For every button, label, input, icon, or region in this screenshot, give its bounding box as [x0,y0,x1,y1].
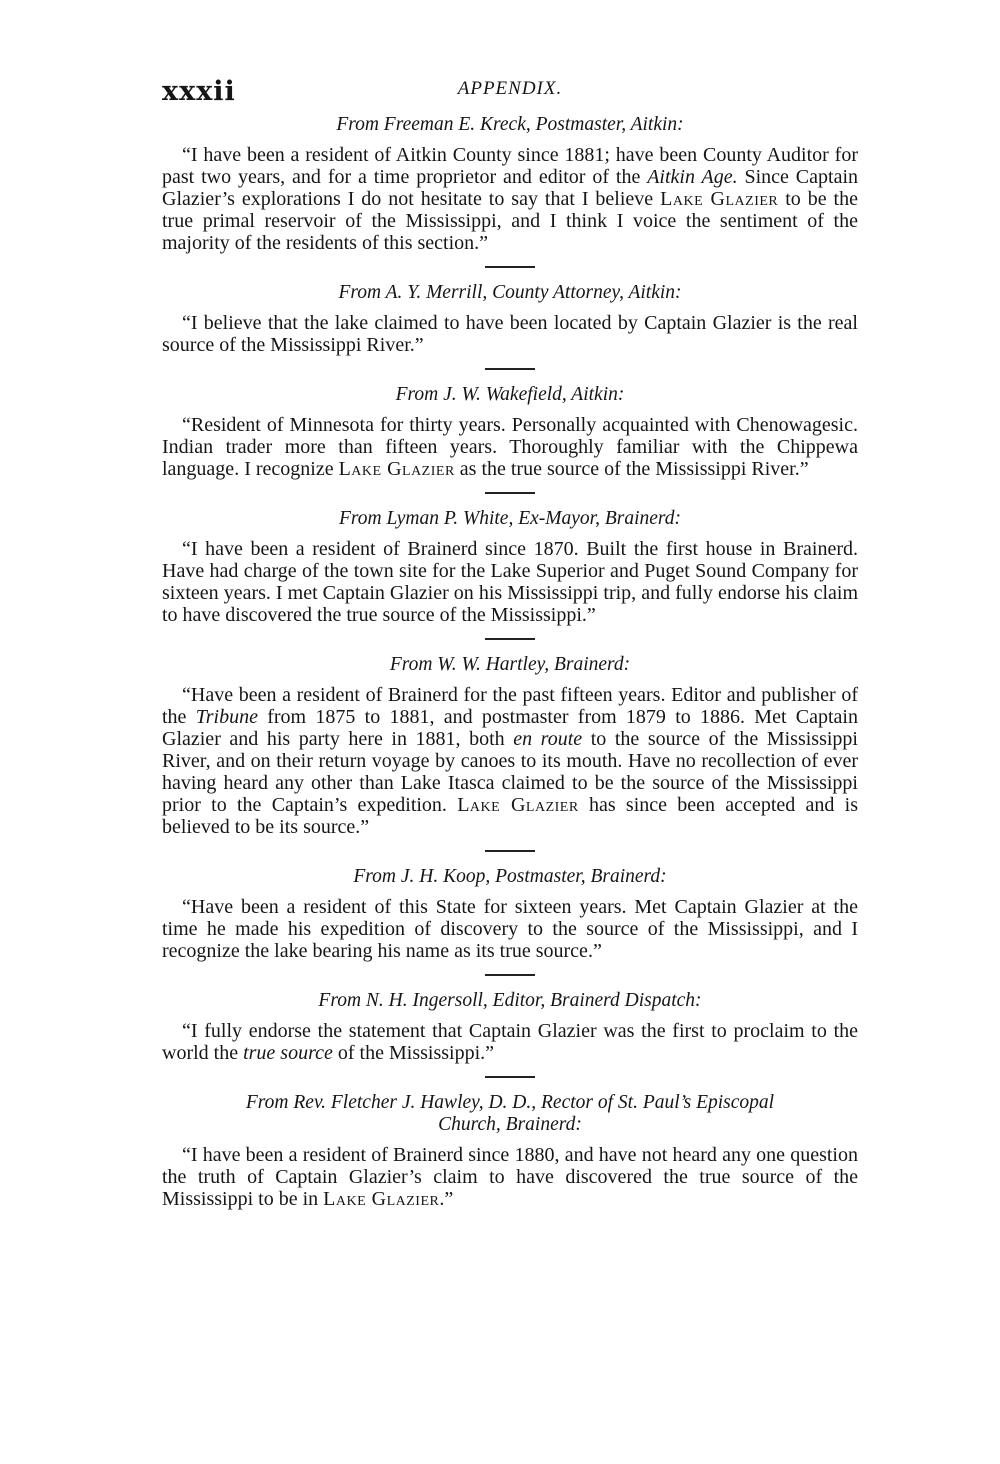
testimonial-entry [162,282,858,356]
testimonial-quote: “I have been a resident of Brainerd since 1880, and have not heard any one question the truth of Captain Glazier’s claim to have discovered the true source of the Mississippi to be in Lake Glazier.” [162,1144,858,1210]
testimonial-quote: “Have been a resident of this State for sixteen years. Met Captain Glazier at the time he made his expedition of discovery to the source of the Mississippi, and I recognize the lake bearing his name as its true source.” [162,896,858,962]
section-divider [485,850,535,852]
section-divider [485,638,535,640]
testimonial-entry [162,654,858,838]
running-title: APPENDIX. [457,78,563,99]
testimonial-attribution: From N. H. Ingersoll, Editor, Brainerd Dispatch: [318,990,702,1011]
testimonial-entry [162,384,858,480]
testimonial-entry [162,1092,858,1210]
testimonial-attribution: From Lyman P. White, Ex-Mayor, Brainerd: [338,508,682,529]
testimonial-quote: “I believe that the lake claimed to have been located by Captain Glazier is the real source of the Mississippi River.” [162,312,858,356]
testimonial-entry [162,508,858,626]
section-divider [485,492,535,494]
testimonial-entry [162,866,858,962]
testimonial-entry [162,114,858,254]
testimonial-attribution: From J. H. Koop, Postmaster, Brainerd: [353,866,667,887]
testimonial-quote: “Resident of Minnesota for thirty years. Personally acquainted with Chenowagesic. Indian trader more than fifteen years. Thoroughly familiar with the Chippewa language. I recognize Lake Glazier as the true source of the Mississippi River.” [162,414,858,480]
testimonial-quote: “I have been a resident of Aitkin County since 1881; have been County Auditor for past two years, and for a time proprietor and editor of the Aitkin Age. Since Captain Glazier’s explorations I do not hesitate to say that I believe Lake Glazier to be the true primal reservoir of the Mississippi, and I think I voice the sentiment of the majority of the residents of this section.” [162,144,858,254]
section-divider [485,974,535,976]
section-divider [485,368,535,370]
testimonial-quote: “Have been a resident of Brainerd for the past fifteen years. Editor and publisher of the Tribune from 1875 to 1881, and postmaster from 1879 to 1886. Met Captain Glazier and his party here in 1881, both en route to the source of the Mississippi River, and on their return voyage by canoes to its mouth. Have no recollection of ever having heard any other than Lake Itasca claimed to be the source of the Mississippi prior to the Captain’s expedition. Lake Glazier has since been accepted and is believed to be its source.” [162,684,859,838]
testimonial-attribution: From A. Y. Merrill, County Attorney, Aitkin: [338,282,682,303]
page-header [162,74,858,114]
testimonial-attribution: From Freeman E. Kreck, Postmaster, Aitkin: [336,114,684,135]
page-number: xxxii [162,76,236,107]
section-divider [485,1076,535,1078]
testimonial-attribution: From W. W. Hartley, Brainerd: [389,654,631,675]
testimonial-attribution: From J. W. Wakefield, Aitkin: [395,384,625,405]
testimonial-attribution: From Rev. Fletcher J. Hawley, D. D., Rector of St. Paul’s Episcopal Church, Brainerd: [245,1092,775,1135]
testimonial-quote: “I fully endorse the statement that Captain Glazier was the first to proclaim to the world the true source of the Mississippi.” [162,1020,858,1064]
testimonial-quote: “I have been a resident of Brainerd since 1870. Built the first house in Brainerd. Have had charge of the town site for the Lake Superior and Puget Sound Company for sixteen years. I met Captain Glazier on his Mississippi trip, and fully endorse his claim to have discovered the true source of the Mississippi.” [162,538,858,626]
section-divider [485,266,535,268]
book-page [162,74,858,1210]
testimonial-entry [162,990,858,1064]
